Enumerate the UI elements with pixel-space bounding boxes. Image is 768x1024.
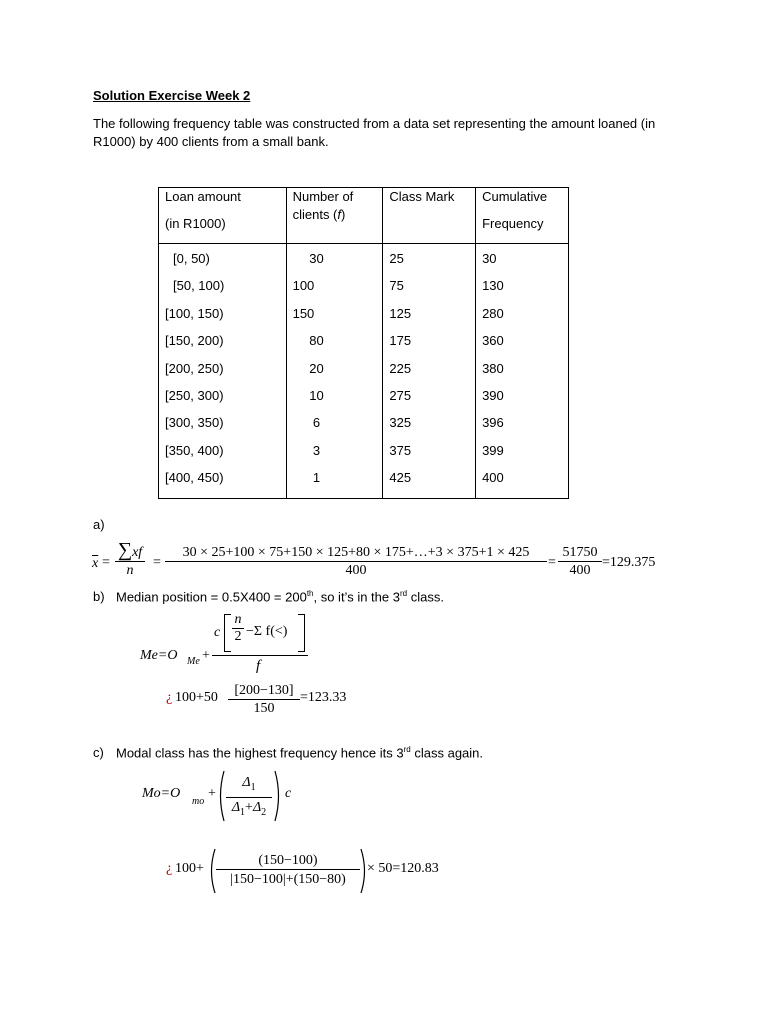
table-header-row	[159, 188, 569, 244]
c-symbol: c	[285, 786, 292, 801]
cell-class-mark: 225	[383, 355, 476, 382]
inverted-question-mark: ¿	[166, 690, 173, 705]
mode-subscript: mo	[192, 796, 205, 807]
cell-interval: [300, 350)	[159, 409, 287, 436]
median-formula	[140, 612, 320, 678]
sigma-term: −Σ f(<)	[246, 624, 288, 639]
c-symbol: c	[214, 625, 221, 640]
cell-class-mark: 175	[383, 327, 476, 354]
cell-class-mark: 125	[383, 300, 476, 327]
mean-result: =129.375	[602, 555, 656, 570]
table-row	[159, 409, 569, 436]
frequency-table	[158, 187, 569, 499]
header-number-of-clients: Number of clients (f)	[286, 188, 383, 244]
cell-cumulative: 390	[476, 382, 569, 409]
cell-cumulative: 400	[476, 464, 569, 499]
inverted-question-mark: ¿	[166, 861, 173, 876]
cell-frequency: 80	[286, 327, 383, 354]
long-numerator: 30 × 25+100 × 75+150 × 125+80 × 175+…+3 × 375+1 × 425	[165, 544, 547, 562]
mode-result: × 50=120.83	[367, 861, 439, 876]
part-a-label: a)	[93, 517, 105, 532]
table-row	[159, 300, 569, 327]
cell-frequency: 100	[286, 272, 383, 299]
cell-cumulative: 280	[476, 300, 569, 327]
cell-class-mark: 425	[383, 464, 476, 499]
cell-cumulative: 130	[476, 272, 569, 299]
document-title: Solution Exercise Week 2	[93, 88, 251, 103]
table-row	[159, 272, 569, 299]
cell-frequency: 1	[286, 464, 383, 499]
short-denominator: 400	[569, 563, 591, 578]
median-result: =123.33	[300, 690, 347, 705]
cell-interval: [50, 100)	[159, 272, 287, 299]
plus-sign: +	[202, 648, 210, 663]
sum-fraction	[115, 540, 145, 580]
modal-class-text: Modal class has the highest frequency hence its 3rd class again.	[116, 745, 484, 761]
right-paren-icon	[273, 770, 283, 822]
sum-symbol: ∑	[117, 539, 133, 561]
median-start: 100+50	[175, 690, 218, 705]
mode-lhs: Mo=O	[142, 786, 181, 801]
cell-class-mark: 325	[383, 409, 476, 436]
n-over-2: n 2	[232, 612, 244, 645]
cell-class-mark: 25	[383, 244, 476, 273]
cell-cumulative: 396	[476, 409, 569, 436]
table-row	[159, 437, 569, 464]
median-calc-fraction: [200−130] 150	[228, 682, 300, 718]
mode-calculation	[166, 848, 456, 894]
cell-frequency: 30	[286, 244, 383, 273]
cell-class-mark: 75	[383, 272, 476, 299]
header-class-mark: Class Mark	[383, 188, 476, 244]
cell-interval: [200, 250)	[159, 355, 287, 382]
cell-cumulative: 399	[476, 437, 569, 464]
header-cumulative-frequency: Cumulative Frequency	[476, 188, 569, 244]
short-fraction	[558, 544, 602, 580]
median-lhs: Me=O	[140, 648, 178, 663]
mode-formula	[142, 770, 312, 822]
long-fraction	[165, 544, 547, 580]
table-row	[159, 464, 569, 499]
cell-class-mark: 275	[383, 382, 476, 409]
long-denominator: 400	[345, 563, 367, 578]
cell-interval: [0, 50)	[159, 244, 287, 273]
f-symbol: f	[256, 658, 261, 674]
median-position-text: Median position = 0.5X400 = 200th, so it’s in the 3rd class.	[116, 589, 444, 605]
equals-sign: =	[102, 555, 110, 570]
cell-interval: [400, 450)	[159, 464, 287, 499]
cell-frequency: 3	[286, 437, 383, 464]
delta-fraction: $\Delta_1$ $\Delta_1+\Delta_2$	[226, 774, 272, 823]
table-row	[159, 244, 569, 273]
cell-interval: [150, 200)	[159, 327, 287, 354]
cell-cumulative: 380	[476, 355, 569, 382]
short-numerator: 51750	[558, 544, 602, 562]
cell-interval: [350, 400)	[159, 437, 287, 464]
table-row	[159, 327, 569, 354]
plus-sign: +	[208, 786, 216, 801]
xf-symbol: xf	[132, 545, 143, 560]
cell-cumulative: 360	[476, 327, 569, 354]
cell-frequency: 6	[286, 409, 383, 436]
cell-frequency: 20	[286, 355, 383, 382]
part-c-label: c)	[93, 745, 104, 760]
equals-sign: =	[548, 555, 556, 570]
median-subscript: Me	[187, 656, 200, 667]
n-symbol: n	[126, 563, 134, 578]
left-paren-icon	[216, 770, 226, 822]
header-loan-amount: Loan amount (in R1000)	[159, 188, 287, 244]
xbar-symbol: $\overline{x}$	[92, 556, 99, 571]
mode-start: 100+	[175, 861, 204, 876]
cell-interval: [250, 300)	[159, 382, 287, 409]
table-row	[159, 382, 569, 409]
part-b-label: b)	[93, 589, 105, 604]
cell-class-mark: 375	[383, 437, 476, 464]
mode-calc-fraction: (150−100) |150−100|+(150−80)	[216, 852, 360, 890]
cell-cumulative: 30	[476, 244, 569, 273]
cell-frequency: 150	[286, 300, 383, 327]
intro-paragraph: The following frequency table was constructed from a data set representing the amount loaned (in R1000) by 400 clients from a small bank.	[93, 116, 656, 149]
cell-interval: [100, 150)	[159, 300, 287, 327]
cell-frequency: 10	[286, 382, 383, 409]
table-row	[159, 355, 569, 382]
equals-sign: =	[153, 555, 161, 570]
median-fraction	[212, 612, 308, 678]
